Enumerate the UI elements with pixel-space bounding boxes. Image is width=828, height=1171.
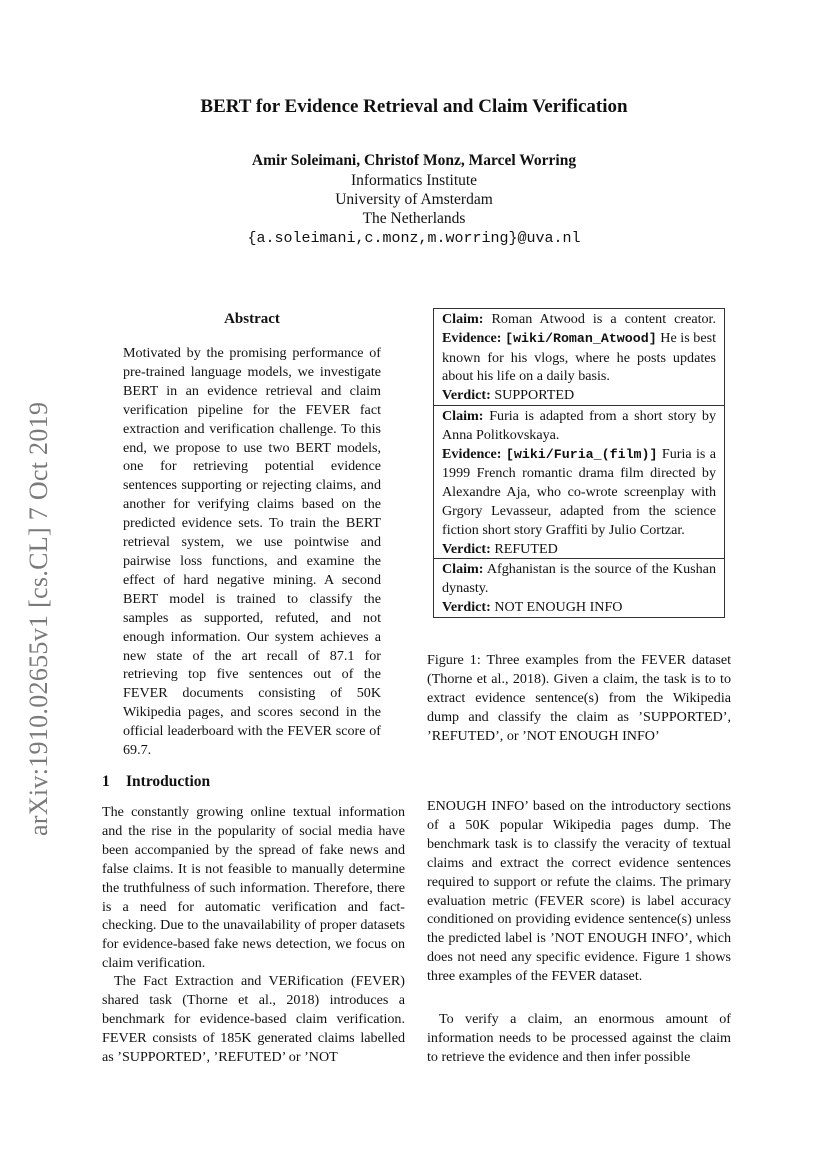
evidence-source: [wiki/Furia_(film)] — [505, 446, 658, 462]
evidence-text: He is best known for his vlogs, where he posts updates about his life on a daily basis. — [442, 329, 716, 385]
claim-text: Afghanistan is the source of the Kushan dynasty. — [442, 561, 716, 597]
claim-text: Roman Atwood is a content creator. — [491, 311, 716, 327]
evidence-source: [wiki/Roman_Atwood] — [505, 330, 657, 346]
evidence-text: Furia is a 1999 French romantic drama film directed by Alexandre Aja, who co-wrote screenplay with Grgory Levasseur, adapted from the science fiction short story Graffiti by Julio Cortzar. — [442, 445, 716, 538]
verdict-text: NOT ENOUGH INFO — [494, 598, 623, 615]
claim-text: Furia is adapted from a short story by Anna Politkovskaya. — [442, 407, 716, 443]
claim-label: Claim: — [442, 561, 484, 578]
section-heading — [102, 773, 210, 791]
body-paragraph: ENOUGH INFO’ based on the introductory sections of a 50K popular Wikipedia pages dump. The benchmark task is to classify the veracity of textual claims and extract the correct evidence sentences required to support or refute the claims. The primary evaluation metric (FEVER score) is label accuracy conditioned on providing evidence sentence(s) unless the predicted label is ’NOT ENOUGH INFO’, which does not need any specific evidence. Figure 1 shows three examples of the FEVER dataset. — [427, 798, 731, 985]
claim-label: Claim: — [442, 407, 484, 424]
section-number: 1 — [102, 773, 110, 790]
body-paragraph: The constantly growing online textual information and the rise in the popularity of social media have been accompanied by the spread of fake news and false claims. It is not feasible to manually determine the truthfulness of such information. Therefore, there is a need for automatic verification and fact-checking. Due to the unavailability of proper datasets for evidence-based fake news detection, we focus on claim verification. — [102, 804, 405, 972]
arxiv-stamp: arXiv:1910.02655v1 [cs.CL] 7 Oct 2019 — [24, 401, 53, 836]
evidence-label: Evidence: — [442, 329, 502, 346]
figure-1-caption: Figure 1: Three examples from the FEVER dataset (Thorne et al., 2018). Given a claim, the task is to to extract evidence sentence(s) from the Wikipedia dump and classify the claim as ’SUPPORTED’, ’REFUTED’, or ’NOT ENOUGH INFO’ — [427, 652, 731, 744]
figure-example — [434, 309, 724, 405]
abstract-heading: Abstract — [224, 311, 280, 327]
verdict-label: Verdict: — [442, 598, 491, 615]
figure-1-table — [433, 308, 725, 618]
affiliation-line: University of Amsterdam — [335, 191, 493, 208]
section-title: Introduction — [126, 773, 211, 790]
body-paragraph: To verify a claim, an enormous amount of information needs to be processed against the claim to retrieve the evidence and then infer possible — [427, 1011, 731, 1065]
abstract-body: Motivated by the promising performance of pre-trained language models, we investigate BERT in an evidence retrieval and claim verification pipeline for the FEVER fact extraction and verification challenge. To this end, we propose to use two BERT models, one for retrieving potential evidence sentences supporting or rejecting claims, and another for verifying claims based on the predicted evidence sets. To train the BERT retrieval system, we use pointwise and pairwise loss functions, and examine the effect of hard negative mining. A second BERT model is trained to classify the samples as supported, refuted, and not enough information. Our system achieves a new state of the art recall of 87.1 for retrieving top five sentences out of the FEVER documents consisting of 50K Wikipedia pages, and scores second in the official leaderboard with the FEVER score of 69.7. — [123, 345, 381, 759]
paper-title: BERT for Evidence Retrieval and Claim Verification — [200, 96, 628, 117]
verdict-label: Verdict: — [442, 387, 491, 404]
verdict-text: SUPPORTED — [494, 387, 575, 404]
affiliation-line: Informatics Institute — [350, 172, 478, 189]
author-emails: {a.soleimani,c.monz,m.worring}@uva.nl — [247, 230, 581, 247]
affiliation-line: The Netherlands — [362, 210, 466, 227]
verdict-label: Verdict: — [442, 540, 491, 557]
verdict-text: REFUTED — [494, 540, 558, 557]
evidence-label: Evidence: — [442, 445, 502, 462]
claim-label: Claim: — [442, 311, 484, 327]
figure-example — [434, 558, 724, 616]
body-paragraph: The Fact Extraction and VERification (FEVER) shared task (Thorne et al., 2018) introduces a benchmark for evidence-based claim verification. FEVER consists of 185K generated claims labelled as ’SUPPORTED’, ’REFUTED’ or ’NOT — [102, 973, 405, 1065]
author-list: Amir Soleimani, Christof Monz, Marcel Worring — [251, 152, 577, 169]
figure-example — [434, 405, 724, 558]
